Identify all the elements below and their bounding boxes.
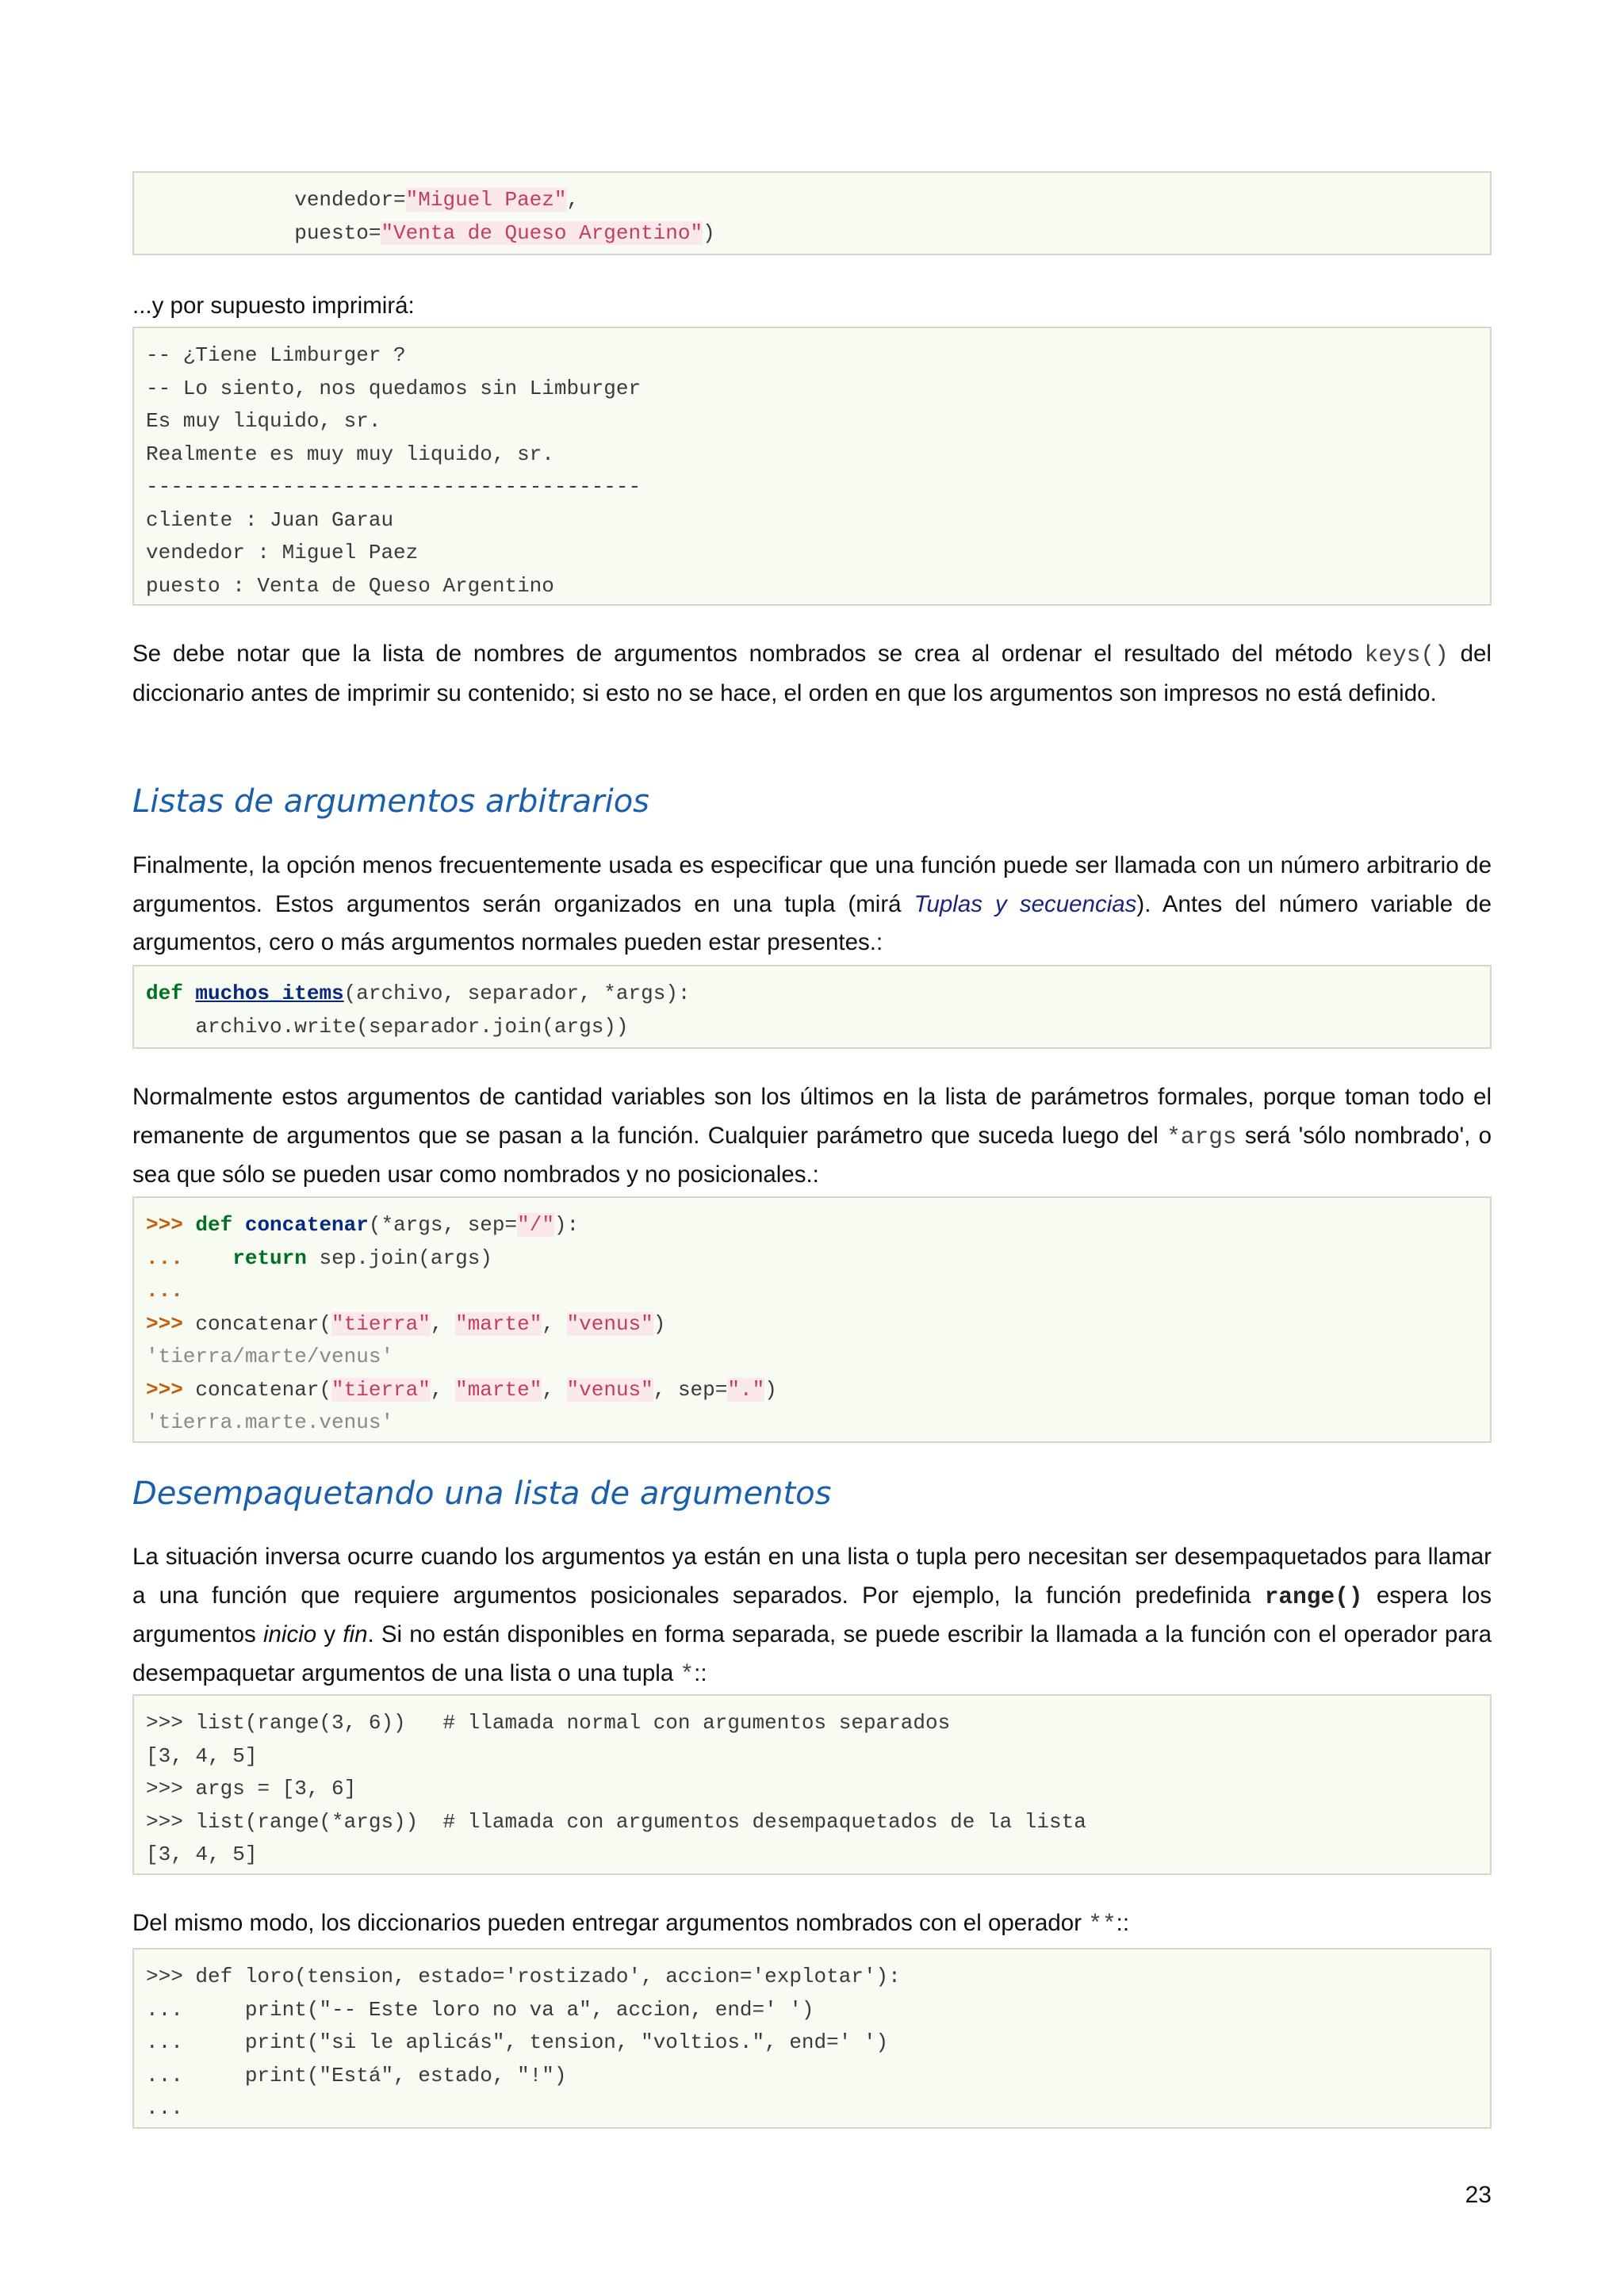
text: ). Antes del número variable de argumentos, cero o más argumentos normales pueden estar presentes.: bbox=[132, 890, 1492, 955]
text: . Si no están disponibles en forma separada, se puede escribir la llamada a la función con el operador para desempaquetar argumentos de una lista o una tupla bbox=[132, 1621, 1492, 1686]
code-block-range-unpack bbox=[132, 1694, 1492, 1875]
code-keyword: def bbox=[146, 982, 183, 1005]
code-line: ... print("Está", estado, "!") bbox=[146, 2063, 567, 2087]
code-line: >>> list(range(3, 6)) # llamada normal con argumentos separados bbox=[146, 1711, 951, 1735]
code-string: "venus" bbox=[566, 1377, 653, 1402]
code-line: >>> def loro(tension, estado='rostizado', accion='explotar'): bbox=[146, 1965, 901, 1988]
code-block-muchos-items bbox=[132, 965, 1492, 1049]
code-line bbox=[146, 184, 1490, 217]
inline-code: ** bbox=[1088, 1911, 1116, 1938]
code-text: , bbox=[542, 1377, 567, 1402]
text: espera los argumentos bbox=[132, 1582, 1492, 1647]
paragraph-output-intro: ...y por supuesto imprimirá: bbox=[132, 293, 415, 319]
code-keyword: return bbox=[232, 1246, 307, 1270]
code-line bbox=[146, 1242, 1490, 1276]
code-output-line: 'tierra/marte/venus' bbox=[146, 1345, 394, 1368]
code-text: puesto= bbox=[146, 220, 381, 245]
code-function-name: concatenar bbox=[244, 1213, 369, 1237]
code-prompt: ... bbox=[146, 1246, 183, 1270]
italic-term: fin bbox=[343, 1621, 368, 1647]
text: Del mismo modo, los diccionarios pueden entregar argumentos nombrados con el operador bbox=[132, 1910, 1089, 1936]
code-line: Es muy liquido, sr. bbox=[146, 409, 381, 433]
code-block-kwargs-call-end bbox=[132, 171, 1492, 255]
code-text: , bbox=[430, 1311, 456, 1336]
code-prompt: >>> bbox=[146, 1213, 183, 1237]
code-text: , bbox=[566, 188, 580, 212]
code-line bbox=[146, 1308, 1490, 1341]
code-text: , bbox=[430, 1377, 456, 1402]
code-line: cliente : Juan Garau bbox=[146, 507, 394, 532]
code-string: "Miguel Paez" bbox=[405, 188, 567, 212]
text: será 'sólo nombrado', o sea que sólo se pueden usar como nombrados y no posicionales.: bbox=[132, 1122, 1492, 1188]
code-string: "marte" bbox=[455, 1377, 542, 1402]
code-line bbox=[146, 1275, 1490, 1308]
italic-term: inicio bbox=[262, 1621, 317, 1647]
code-text: (archivo, separador, *args): bbox=[343, 982, 691, 1005]
code-line: archivo.write(separador.join(args)) bbox=[146, 1014, 629, 1039]
code-line: [3, 4, 5] bbox=[146, 1743, 258, 1768]
code-block-concatenar bbox=[132, 1196, 1492, 1443]
paragraph-arbitrary-args bbox=[132, 847, 1492, 962]
paragraph-dict-unpacking bbox=[132, 1904, 1492, 1944]
text: Normalmente estos argumentos de cantidad variables son los últimos en la lista de parámetros formales, porque toman todo el remanente de argumentos que se pasan a la función. Cualquier parámetro que suceda luego del bbox=[132, 1084, 1492, 1149]
code-text: concatenar( bbox=[182, 1377, 332, 1402]
code-string: "Venta de Queso Argentino" bbox=[381, 220, 703, 245]
text: La situación inversa ocurre cuando los argumentos ya están en una lista o tupla pero necesitan ser desempaquetados para llamar a una función que requiere argumentos posicionales separados. Por ejemplo, la función predefinida bbox=[132, 1544, 1492, 1609]
section-heading-unpacking: Desempaquetando una lista de argumentos bbox=[132, 1475, 832, 1512]
inline-code: *args bbox=[1166, 1123, 1237, 1150]
code-string: "/" bbox=[517, 1213, 554, 1237]
code-line: puesto : Venta de Queso Argentino bbox=[146, 573, 554, 598]
code-line: >>> args = [3, 6] bbox=[146, 1777, 357, 1800]
code-text: , bbox=[542, 1311, 567, 1336]
paragraph-keys-note bbox=[132, 635, 1492, 713]
inline-code-range: range() bbox=[1264, 1582, 1363, 1610]
code-line: >>> list(range(*args)) # llamada con argumentos desempaquetados de la lista bbox=[146, 1809, 1086, 1834]
code-text: sep.join(args) bbox=[306, 1246, 492, 1270]
code-string: "tierra" bbox=[331, 1311, 431, 1336]
inline-code: * bbox=[680, 1660, 695, 1688]
code-string: "tierra" bbox=[331, 1377, 431, 1402]
code-string: "." bbox=[727, 1377, 765, 1402]
code-block-output bbox=[132, 327, 1492, 606]
code-line bbox=[146, 217, 1490, 251]
code-text: concatenar( bbox=[182, 1311, 332, 1336]
code-line bbox=[146, 978, 1490, 1011]
code-block-loro bbox=[132, 1948, 1492, 2129]
code-text: (*args, sep= bbox=[368, 1213, 518, 1237]
code-function-name: muchos_items bbox=[195, 982, 344, 1005]
link-tuplas-secuencias[interactable]: Tuplas y secuencias bbox=[914, 890, 1137, 917]
code-text: ) bbox=[703, 220, 715, 245]
page-number: 23 bbox=[1465, 2182, 1492, 2208]
code-prompt: >>> bbox=[146, 1377, 183, 1402]
code-line: -- Lo siento, nos quedamos sin Limburger bbox=[146, 376, 642, 400]
paragraph-unpacking bbox=[132, 1538, 1492, 1693]
code-line bbox=[146, 1374, 1490, 1407]
code-text: ): bbox=[553, 1213, 580, 1237]
text: Finalmente, la opción menos frecuentemente usada es especificar que una función puede ser llamada con un número arbitrario de argumentos. Estos argumentos serán organizados en una tupla (mirá bbox=[132, 852, 1492, 917]
code-prompt: >>> bbox=[146, 1311, 183, 1336]
code-line bbox=[146, 1209, 1490, 1242]
code-text: ) bbox=[653, 1311, 666, 1336]
code-string: "marte" bbox=[455, 1311, 542, 1336]
text: :: bbox=[1116, 1910, 1130, 1936]
code-prompt: ... bbox=[146, 1279, 183, 1303]
code-line: -- ¿Tiene Limburger ? bbox=[146, 343, 406, 367]
section-heading-arbitrary-args: Listas de argumentos arbitrarios bbox=[132, 783, 650, 820]
code-line: [3, 4, 5] bbox=[146, 1843, 258, 1866]
text: Se debe notar que la lista de nombres de argumentos nombrados se crea al ordenar el resultado del método bbox=[132, 641, 1365, 667]
code-line: ... print("si le aplicás", tension, "voltios.", end=' ') bbox=[146, 2030, 889, 2054]
text: del diccionario antes de imprimir su contenido; si esto no se hace, el orden en que los argumentos son impresos no está definido. bbox=[132, 641, 1492, 706]
code-text bbox=[183, 1246, 232, 1270]
code-line: ... bbox=[146, 2096, 183, 2120]
inline-code: keys() bbox=[1364, 641, 1449, 668]
code-line: ... print("-- Este loro no va a", accion, end=' ') bbox=[146, 1997, 814, 2022]
code-text: , sep= bbox=[653, 1377, 728, 1402]
code-string: "venus" bbox=[566, 1311, 653, 1336]
text: :: bbox=[694, 1659, 707, 1686]
code-keyword: def bbox=[195, 1213, 233, 1237]
paragraph-keyword-only bbox=[132, 1078, 1492, 1195]
code-text: ) bbox=[764, 1377, 777, 1402]
code-line: Realmente es muy muy liquido, sr. bbox=[146, 442, 554, 466]
code-line: ---------------------------------------- bbox=[146, 475, 642, 499]
code-output-line: 'tierra.marte.venus' bbox=[146, 1410, 394, 1434]
code-text: vendedor= bbox=[146, 188, 406, 212]
text: y bbox=[316, 1621, 343, 1647]
code-line: vendedor : Miguel Paez bbox=[146, 541, 419, 564]
